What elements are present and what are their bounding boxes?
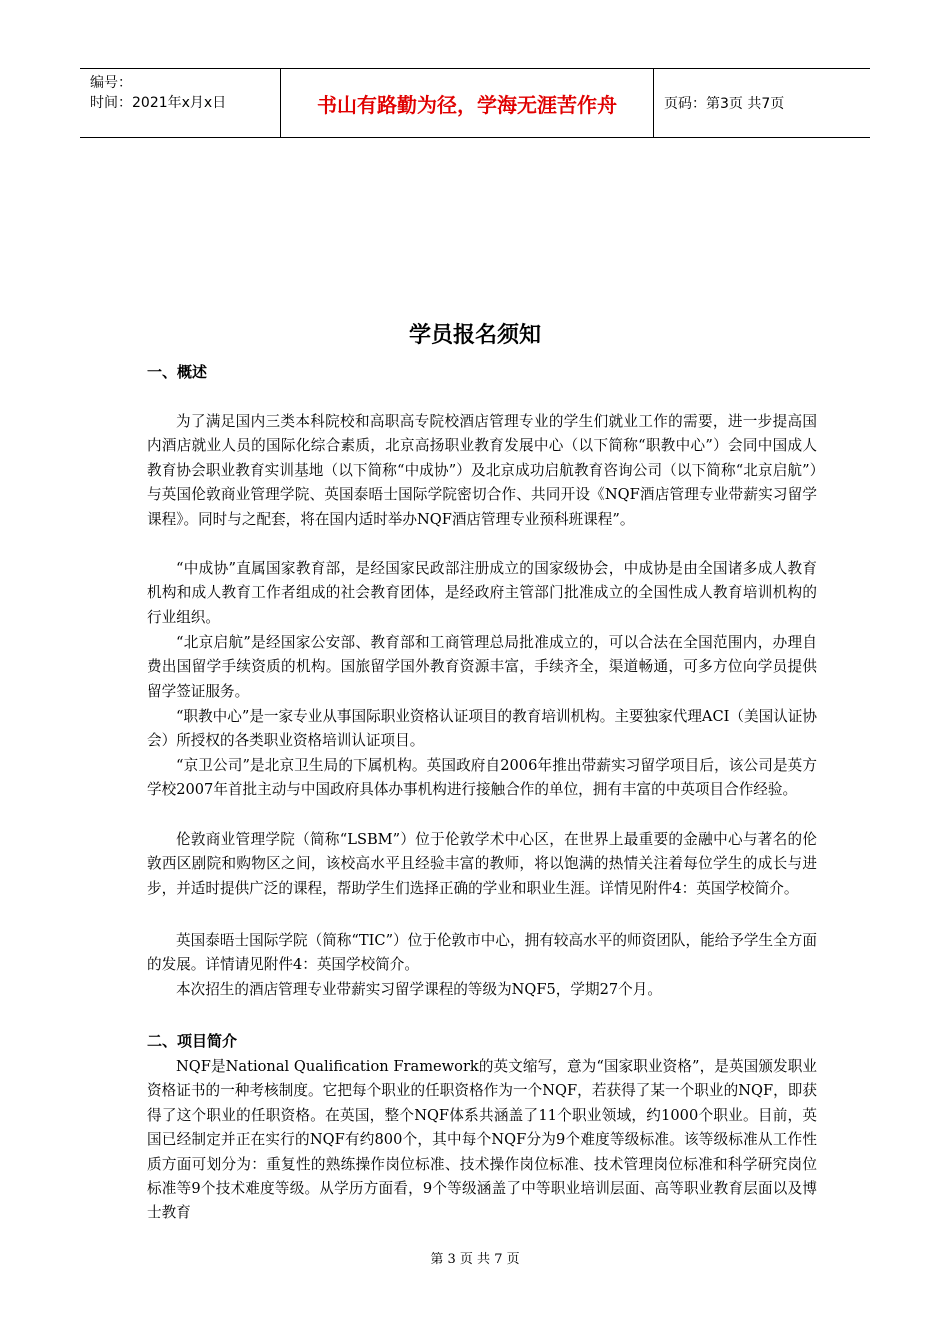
paragraph: 本次招生的酒店管理专业带薪实习留学课程的等级为NQF5，学期27个月。 <box>176 981 662 998</box>
page-code: 页码：第3页 共7页 <box>664 96 785 112</box>
paragraph: “职教中心”是一家专业从事国际职业资格认证项目的教育培训机构。主要独家代理ACI（美国认证协会）所授权的各类职业资格培训认证项目。 <box>147 708 817 750</box>
paragraph: 伦敦商业管理学院（简称“LSBM”）位于伦敦学术中心区，在世界上最重要的金融中心与著名的伦敦西区剧院和购物区之间，该校高水平且经验丰富的教师，将以饱满的热情关注着每位学生的成长与进步，并适时提供广泛的课程，帮助学生们选择正确的学业和职业生涯。详情见附件4：英国学校简介。 <box>147 831 817 897</box>
page-title: 学员报名须知 <box>408 323 541 348</box>
header-left-cell <box>80 69 280 137</box>
paragraph: 为了满足国内三类本科院校和高职高专院校酒店管理专业的学生们就业工作的需要，进一步提高国内酒店就业人员的国际化综合素质，北京高扬职业教育发展中心（以下简称“职教中心”）会同中国成人教育协会职业教育实训基地（以下简称“中成协”）及北京成功启航教育咨询公司（以下简称“北京启航”）与英国伦敦商业管理学院、英国泰晤士国际学院密切合作、共同开设《NQF酒店管理专业带薪实习留学课程》。同时与之配套，将在国内适时举办NQF酒店管理专业预科班课程”。 <box>147 413 817 528</box>
time-label: 时间：2021年x月x日 <box>90 95 227 111</box>
number-label: 编号： <box>90 75 132 91</box>
paragraph: “北京启航”是经国家公安部、教育部和工商管理总局批准成立的，可以合法在全国范围内，办理自费出国留学手续资质的机构。国旅留学国外教育资源丰富，手续齐全，渠道畅通，可多方位向学员提供留学签证服务。 <box>147 634 817 700</box>
document-header <box>80 68 870 138</box>
page-footer: 第 3 页 共 7 页 <box>430 1252 520 1267</box>
paragraph: “中成协”直属国家教育部，是经国家民政部注册成立的国家级协会，中成协是由全国诸多成人教育机构和成人教育工作者组成的社会教育团体，是经政府主管部门批准成立的全国性成人教育培训机构的行业组织。 <box>147 560 817 626</box>
section-heading-project: 二、项目简介 <box>147 1032 238 1050</box>
section-heading-overview: 一、概述 <box>147 363 208 381</box>
paragraph: 英国泰晤士国际学院（简称“TIC”）位于伦敦市中心，拥有较高水平的师资团队，能给予学生全方面的发展。详情请见附件4：英国学校简介。 <box>147 932 817 974</box>
paragraph: NQF是National Qualification Framework的英文缩写，意为“国家职业资格”，是英国颁发职业资格证书的一种考核制度。它把每个职业的任职资格作为一个NQF，若获得了某一个职业的NQF，即获得了这个职业的任职资格。在英国，整个NQF体系共涵盖了11个职业领域，约1000个职业。目前，英国已经制定并正在实行的NQF有约800个，其中每个NQF分为9个难度等级标准。该等级标准从工作性质方面可划分为：重复性的熟练操作岗位标准、技术操作岗位标准、技术管理岗位标准和科学研究岗位标准等9个技术难度等级。从学历方面看，9个等级涵盖了中等职业培训层面、高等职业教育层面以及博士教育 <box>147 1058 817 1222</box>
paragraph: “京卫公司”是北京卫生局的下属机构。英国政府自2006年推出带薪实习留学项目后，该公司是英方学校2007年首批主动与中国政府具体办事机构进行接触合作的单位，拥有丰富的中英项目合作经验。 <box>147 757 817 799</box>
motto: 书山有路勤为径，学海无涯苦作舟 <box>280 69 654 137</box>
